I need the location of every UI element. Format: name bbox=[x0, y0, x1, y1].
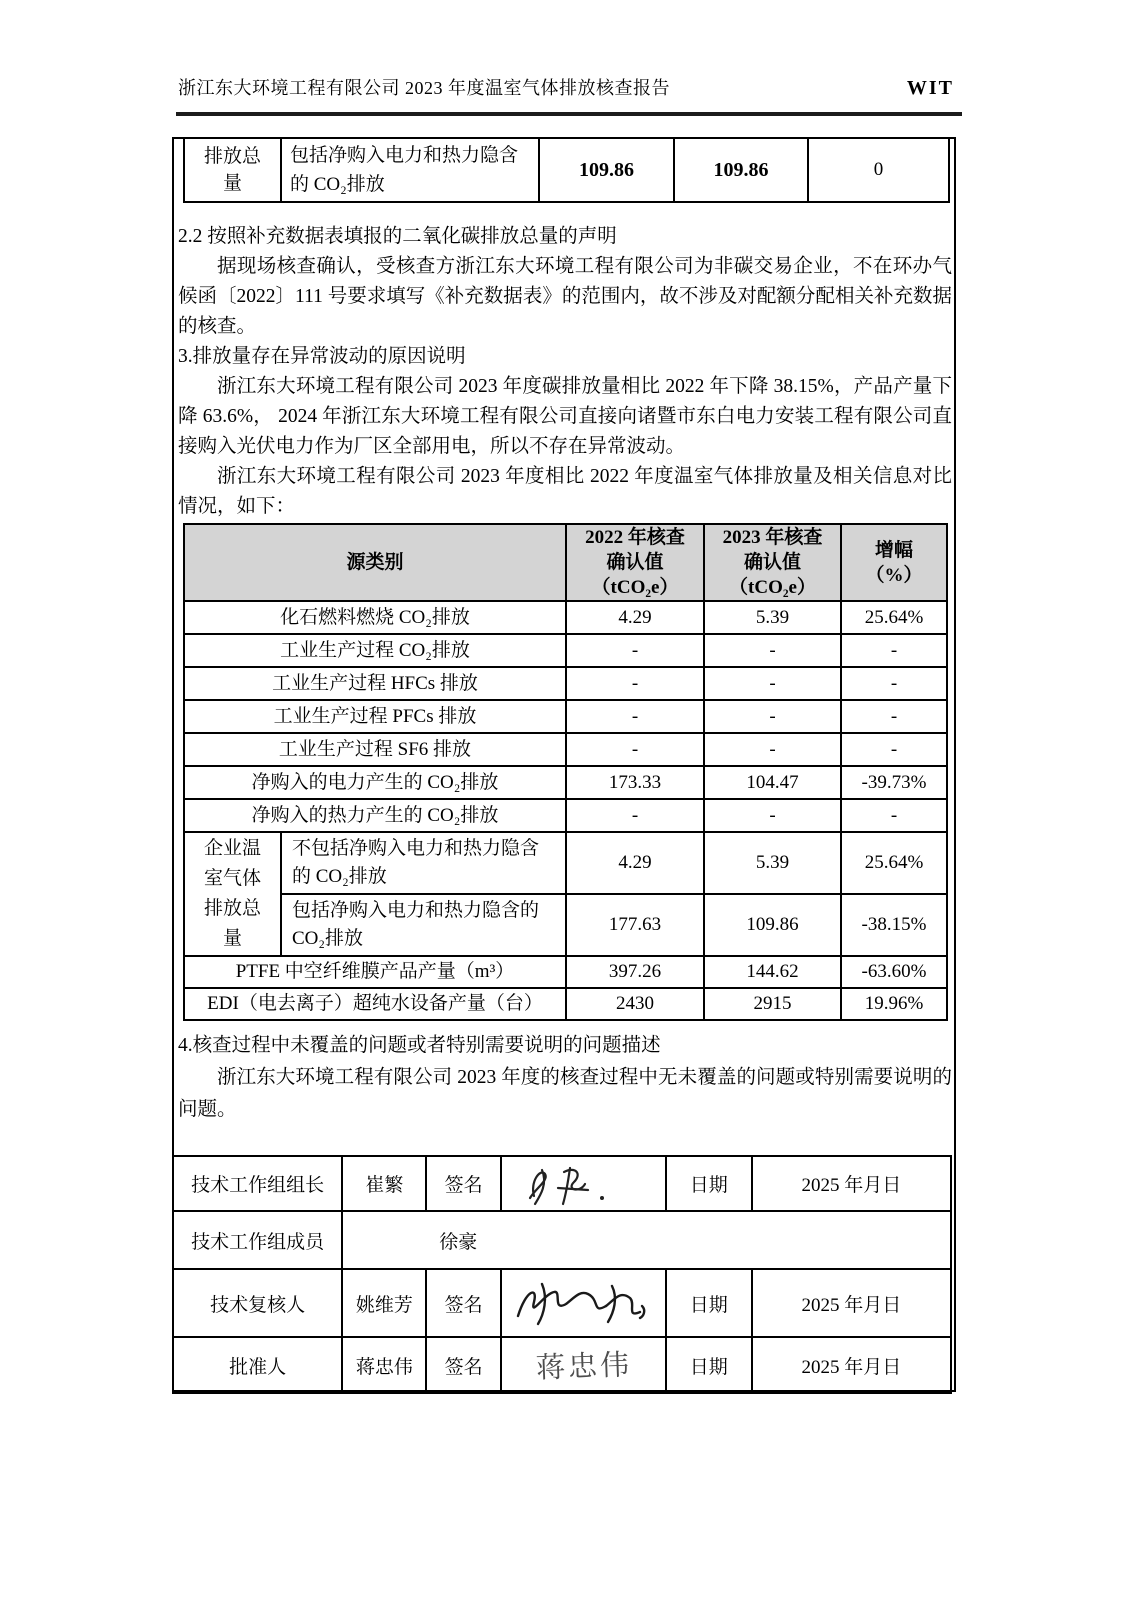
signature-table bbox=[172, 1155, 952, 1394]
table-row: 化石燃料燃烧 CO₂排放 4.29 5.39 25.64% bbox=[184, 601, 947, 634]
name-cell: 蒋忠伟 bbox=[342, 1337, 426, 1393]
header-cell-change: 增幅 （%） bbox=[841, 524, 947, 601]
date-value-cell: 2025 年月日 bbox=[752, 1156, 951, 1211]
carryover-table bbox=[183, 137, 950, 203]
content-frame bbox=[172, 137, 956, 1392]
member-name-cell: 徐豪 bbox=[342, 1211, 951, 1269]
row-desc-cell: 包括净购入电力和热力隐含的 CO₂排放 bbox=[281, 138, 539, 202]
signature-cell bbox=[501, 1156, 666, 1211]
narrative-block bbox=[178, 222, 952, 522]
date-label-cell: 日期 bbox=[666, 1337, 752, 1393]
table-row bbox=[173, 1156, 951, 1211]
comparison-table bbox=[183, 523, 948, 1021]
header-cell-source: 源类别 bbox=[184, 524, 566, 601]
sign-label-cell: 签名 bbox=[426, 1337, 500, 1393]
section-3-paragraph-1: 浙江东大环境工程有限公司 2023 年度碳排放量相比 2022 年下降 38.15%，产品产量下降 63.6%， 2024 年浙江东大环境工程有限公司直接向诸暨市东白电力安装工程有限公司直接购入光伏电力作为厂区全部用电，所以不存在异常波动。 bbox=[178, 376, 952, 457]
section-2-2-heading: 2.2 按照补充数据表填报的二氧化碳排放总量的声明 bbox=[178, 226, 617, 247]
sign-label-cell: 签名 bbox=[426, 1156, 500, 1211]
table-row bbox=[173, 1337, 951, 1393]
table-row: 工业生产过程 HFCs 排放 - - - bbox=[184, 667, 947, 700]
svg-text:蒋忠伟: 蒋忠伟 bbox=[535, 1349, 633, 1385]
table-row: 净购入的电力产生的 CO₂排放 173.33 104.47 -39.73% bbox=[184, 766, 947, 799]
section-4-paragraph: 浙江东大环境工程有限公司 2023 年度的核查过程中无未覆盖的问题或特别需要说明的问题。 bbox=[178, 1067, 952, 1120]
table-row: 包括净购入电力和热力隐含的 CO₂排放 177.63 109.86 -38.15% bbox=[184, 894, 947, 956]
header-cell-2023: 2023 年核查 确认值 （tCO₂e） bbox=[704, 524, 841, 601]
sign-label-cell: 签名 bbox=[426, 1269, 500, 1337]
table-row: 企业温室气体排放总量 不包括净购入电力和热力隐含的 CO₂排放 4.29 5.39 25.64% bbox=[184, 832, 947, 894]
handwritten-signature bbox=[508, 1276, 658, 1330]
table-row: 工业生产过程 SF6 排放 - - - bbox=[184, 733, 947, 766]
date-value-cell: 2025 年月日 bbox=[752, 1269, 951, 1337]
group-label-cell: 企业温室气体排放总量 bbox=[184, 832, 281, 956]
role-cell: 技术工作组组长 bbox=[173, 1156, 342, 1211]
table-row bbox=[173, 1211, 951, 1269]
table-row: 工业生产过程 CO₂排放 - - - bbox=[184, 634, 947, 667]
role-cell: 技术复核人 bbox=[173, 1269, 342, 1337]
role-cell: 技术工作组成员 bbox=[173, 1211, 342, 1269]
table-row: 工业生产过程 PFCs 排放 - - - bbox=[184, 700, 947, 733]
section-3-paragraph-2: 浙江东大环境工程有限公司 2023 年度相比 2022 年度温室气体排放量及相关信息对比情况，如下： bbox=[178, 466, 952, 517]
table-row: EDI（电去离子）超纯水设备产量（台） 2430 2915 19.96% bbox=[184, 988, 947, 1020]
table-row bbox=[184, 138, 949, 202]
table-header-row bbox=[184, 524, 947, 601]
value-cell: 109.86 bbox=[674, 138, 808, 202]
name-cell: 姚维芳 bbox=[342, 1269, 426, 1337]
date-label-cell: 日期 bbox=[666, 1269, 752, 1337]
handwritten-signature bbox=[518, 1340, 648, 1390]
date-value-cell: 2025 年月日 bbox=[752, 1337, 951, 1393]
signature-cell bbox=[501, 1269, 666, 1337]
signature-cell bbox=[501, 1337, 666, 1393]
header-divider bbox=[176, 112, 962, 116]
role-cell: 批准人 bbox=[173, 1337, 342, 1393]
page-title: 浙江东大环境工程有限公司 2023 年度温室气体排放核查报告 bbox=[178, 78, 670, 98]
section-2-2-paragraph: 据现场核查确认，受核查方浙江东大环境工程有限公司为非碳交易企业，不在环办气候函〔2022〕111 号要求填写《补充数据表》的范围内，故不涉及对配额分配相关补充数据的核查。 bbox=[178, 256, 952, 337]
value-cell: 0 bbox=[808, 138, 949, 202]
table-row: 净购入的热力产生的 CO₂排放 - - - bbox=[184, 799, 947, 832]
table-row bbox=[173, 1269, 951, 1337]
date-label-cell: 日期 bbox=[666, 1156, 752, 1211]
narrative-block bbox=[178, 1030, 952, 1126]
row-label-cell: 排放总量 bbox=[184, 138, 281, 202]
wit-logo: WIT bbox=[906, 77, 954, 99]
name-cell: 崔繁 bbox=[342, 1156, 426, 1211]
section-4-heading: 4.核查过程中未覆盖的问题或者特别需要说明的问题描述 bbox=[178, 1035, 661, 1056]
value-cell: 109.86 bbox=[539, 138, 674, 202]
document-header bbox=[178, 74, 954, 100]
handwritten-signature bbox=[518, 1160, 648, 1208]
section-3-heading: 3.排放量存在异常波动的原因说明 bbox=[178, 346, 466, 367]
header-cell-2022: 2022 年核查 确认值 （tCO₂e） bbox=[566, 524, 704, 601]
table-row: PTFE 中空纤维膜产品产量（m³） 397.26 144.62 -63.60% bbox=[184, 956, 947, 988]
